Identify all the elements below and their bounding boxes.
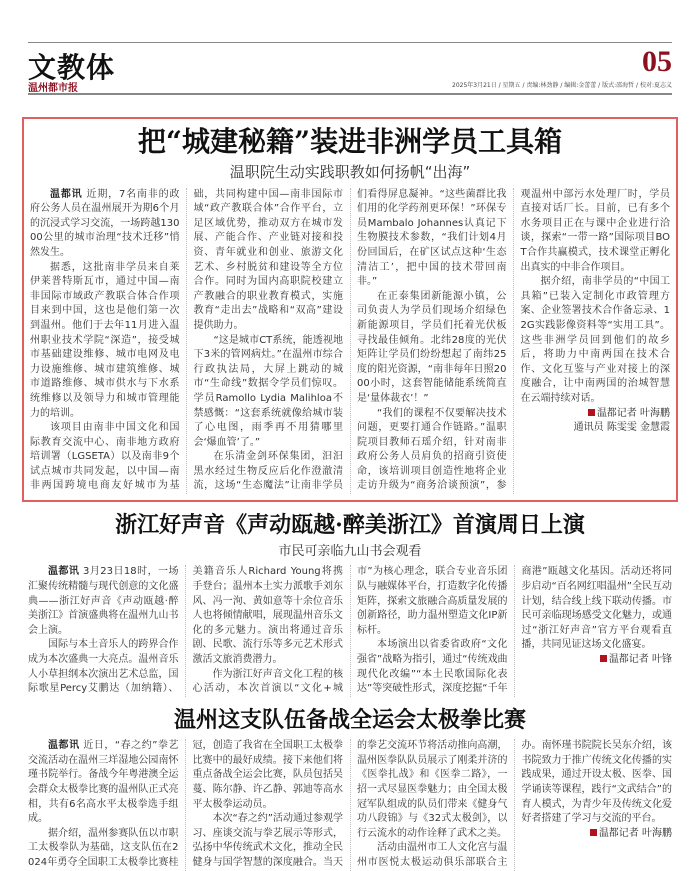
- article-body: [28, 739, 672, 870]
- paragraph: 在乐清金剑环保集团，汩汩黑水经过生物反应后化作澄澈清流，这场“生态魔法”让南非学员们看得屏息凝神。“这些菌群比我们用的化学药剂更环保！”环保专员Mambalo Johannes认真记下生物膜技术参数，“我们计划4月份回国后，在矿区试点这种‘生态清洁工’，把中国的技术带回南非。”: [193, 188, 507, 492]
- page-number: 05: [642, 45, 672, 78]
- square-bullet-icon: [590, 829, 597, 836]
- paragraph: 作为浙江好声音文化工程的核心活动，本次首演以“文化+城市”为核心理念，联合专业音乐团队与融媒体平台，打造数字化传播矩阵，探索文旅融合高质量发展的创新路径，助力温州塑造文化IP新标杆。: [192, 566, 508, 695]
- paragraph: 温都讯 3月23日18时，一场汇聚传统精髓与现代创意的文化盛典——浙江好声音《声动瓯越·醉美浙江》首演盛典将在温州九山书会上演。: [28, 566, 179, 636]
- article-body: [28, 565, 672, 696]
- paragraph: 国际与本土音乐人的跨界合作成为本次盛典一大亮点。温州音乐人小草担纲本次演出艺术总监，国际歌星Percy艾鹏达（加纳籍）、美籍音乐人Richard Young将携手登台；温州本土实力派歌手刘东风、冯一洵、黄如意等十余位音乐人也将倾情献唱，展现温州音乐文化的多元魅力。演出将通过音乐剧、民歌、流行乐等多元艺术形式激活文旅消费潜力。: [28, 566, 343, 695]
- dateline-lead: 温都讯: [48, 740, 80, 752]
- paragraph: 据介绍，南非学员的“中国工具箱”已装入定制化市政管理方案、企业签署技术合作备忘录、12G实践影像资料等“实用工具”。这些非洲学员回到他们的故乡后，将助力中南两国在技术合作、文化互鉴与产业对接上的深度融合，让中南两国的治城智慧在云端持续对话。: [520, 276, 670, 404]
- article: [28, 707, 672, 871]
- newspaper-page: [28, 0, 672, 871]
- byline: 温都记者 叶海鹏: [522, 827, 673, 842]
- article-title: 浙江好声音《声动瓯越·醉美浙江》首演周日上演: [115, 512, 585, 539]
- paragraph: 本场演出以省委省政府“文化强省”战略为指引，通过“传统戏曲现代化改编”“本土民歌国际化表达”等突破性形式，深度挖掘“千年商港”瓯越文化基因。活动还将同步启动“百名网红唱温州”全民互动计划，结合线上线下联动传播。市民可亲临现场感受文化魅力，或通过“浙江好声音”官方平台观看直播，共同见证这场文化盛宴。: [357, 566, 672, 695]
- article-subtitle: 温职院生动实践职教如何扬帆“出海”: [229, 162, 471, 181]
- square-bullet-icon: [588, 409, 595, 416]
- byline: 温都记者 叶锋: [522, 653, 673, 668]
- article-body: [30, 188, 670, 494]
- paper-name: 温州都市报: [28, 83, 78, 94]
- article: [28, 512, 672, 697]
- paragraph: “我们的课程不仅要解决技术问题，更要打通合作链路。”温职院项目教师石瑶介绍，针对南非政府公务人员肩负的招商引资使命，该培训项目创造性地将企业走访升级为“商务洽谈预演”，参观温州中部污水处理厂时，学员直接对话厂长。目前，已有多个水务项目正在与课中企业进行洽谈，探索“一带一路”国际项目BOT合作共赢模式，技术课堂正孵化出真实的中非合作项目。: [357, 188, 670, 492]
- article-subtitle: 市民可亲临九山书会观看: [278, 544, 422, 560]
- masthead: [28, 42, 672, 95]
- paragraph: 温都讯 近期，7名南非的政府公务人员在温州展开为期6个月的沉浸式学习交流，一场跨越13000公里的城市治理“技术迁移”悄然发生。: [30, 188, 180, 258]
- paragraph: “这是城市CT系统，能透视地下3米的管网病灶。”在温州市综合行政执法局，大屏上跳动的城市“生命线”数据令学员们惊叹。学员Ramollo Lydia Malihloa不禁感慨：“这套系统就像给城市装了心电图，雨季再不用猜哪里会‘爆血管’了。”: [193, 334, 343, 448]
- article-featured-box: [22, 117, 678, 502]
- byline-correspondents: 通讯员 陈雯雯 金慧霞: [573, 422, 670, 434]
- paragraph: 活动由温州市工人文化宫与温州市医悦太极运动俱乐部联合主办。南怀瑾书院院长吴东介绍，该书院致力于推广传统文化传播的实践成果，通过开设太极、医拳、国学诵读等课程，践行“文武结合”的育人模式，为青少年及传统文化爱好者搭建了学习与交流的平台。: [357, 740, 672, 868]
- dateline: 2025年3月21日 / 星期五 / 责编:林劲静 / 编辑:金蕾蕾 / 版式:邵海哲 / 校对:夏志义: [452, 82, 672, 89]
- byline: 温都记者 叶海鹏: [521, 407, 671, 422]
- section-title: 文教体: [28, 51, 116, 84]
- paragraph: 据介绍，温州参赛队伍以市职工太极拳队为基础，这支队伍在2024年勇夺全国职工太极拳比赛桂冠，创造了我省在全国职工太极拳比赛中的最好成绩。接下来他们将重点备战全运会比赛，队员包括吴蔓、陈尔静、许乙静、郭迪等高水平太极拳运动员。: [28, 740, 343, 868]
- square-bullet-icon: [600, 655, 607, 662]
- dateline-lead: 温都讯: [48, 566, 80, 578]
- article-title: 温州这支队伍备战全运会太极拳比赛: [173, 706, 526, 733]
- paragraph: 据悉，这批南非学员来自莱伊莱普特斯瓦市，通过中国—南非国际市域政产教联合体合作项目来到中国，这也是他们第一次到温州。他们于去年11月进入温州职业技术学院“深造”，接受城市基础建设维修、城市电网及电力设施维修、城市建筑维修、城市道路维修、城市供水与下水系统维修以及领导力和城市管理能力的培训。: [30, 261, 180, 419]
- paragraph: 该项目由南非中国文化和国际教育交流中心、南非地方政府培训署（LGSETA）以及南非9个试点城市共同发起，以中国—南非两国跨境电商友好城市为基础，共同构建中国—南非国际市域“政产教联合体”合作平台，立足区域优势，推动双方在城市发展、产能合作、产业链对接和投资、青年就业和创业、旅游文化艺术、乡村脱贫和建设等全方位合作。同时为国内高职院校建立产教融合的职业教育模式，实施教育“走出去”战略和“双高”建设提供助力。: [30, 188, 343, 492]
- paragraph: 温都讯 近日，“春之约”拳艺交流活动在温州三垟湿地公园南怀瑾书院举行。备战今年粤港澳全运会群众太极拳比赛的温州队正式亮相，共有6名高水平太极拳选手组成。: [28, 740, 179, 825]
- article-title: 把“城建秘籍”装进非洲学员工具箱: [137, 125, 563, 158]
- dateline-lead: 温都讯: [50, 188, 83, 200]
- paragraph: 在正泰集团新能源小镇，公司负责人为学员们现场介绍绿色新能源项目，学员们托着光伏板寻找最佳倾角。北纬28度的光伏矩阵让学员们纷纷想起了南纬25度的阳光资源，“南非每年日照2000小时，这套智能储能系统简直是‘量体裁衣’！”: [357, 290, 507, 404]
- paragraph: 本次“春之约”活动通过参观学习、座谈交流与拳艺展示等形式，弘扬中华传统武术文化，推动全民健身与国学智慧的深度融合。当天的拳艺交流环节将活动推向高潮，温州医拳队队员展示了刚柔并济的《医拳扎战》和《医拳二路》，一招一式尽显医拳魅力；由全国太极冠军队组成的队员们带来《健身气功八段锦》与《32式太极剑》，以行云流水的动作诠释了武术之美。: [192, 740, 508, 868]
